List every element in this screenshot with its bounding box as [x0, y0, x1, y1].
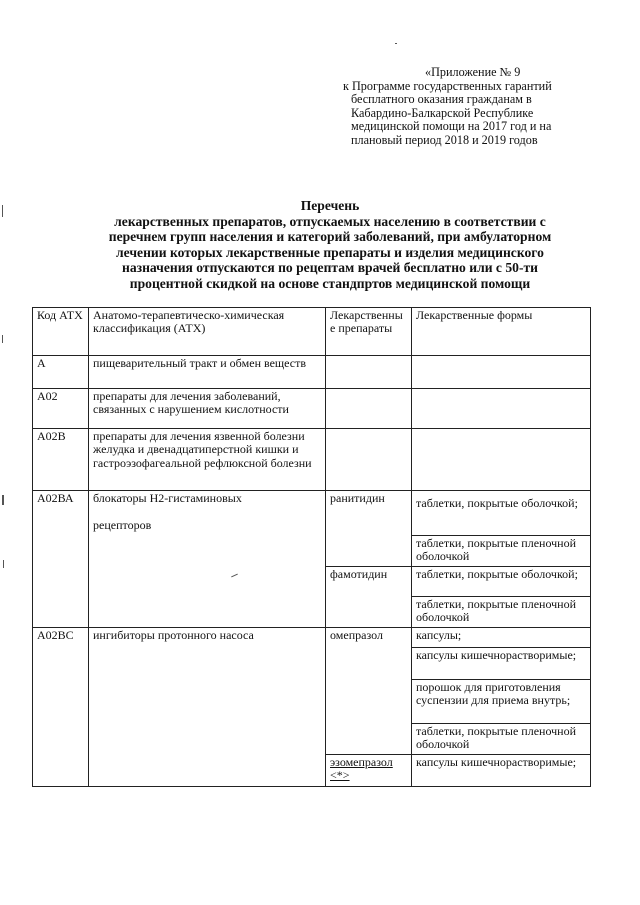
scan-mark	[2, 205, 3, 217]
title-line: перечнем групп населения и категорий заболеваний, при амбулаторном	[108, 229, 552, 245]
drug-form: таблетки, покрытые пленочной оболочкой	[412, 723, 591, 754]
drug-form: таблетки, покрытые оболочкой;	[412, 491, 591, 536]
drug-form: капсулы кишечнорастворимые;	[412, 754, 591, 786]
header-drugs: Лекарственны е препараты	[326, 308, 412, 356]
appendix-header	[343, 66, 613, 148]
table-row	[33, 389, 591, 429]
footnote-link[interactable]: <*>	[330, 767, 350, 782]
drug-name: омепразол	[326, 627, 412, 754]
scan-mark	[3, 560, 4, 568]
drug-name: ранитидин	[326, 491, 412, 567]
title-line: лечении которых лекарственные препараты и изделия медицинского	[116, 244, 544, 260]
appendix-line: Кабардино-Балкарской Республике	[351, 105, 534, 120]
scan-mark	[2, 335, 3, 343]
title-line: назначения отпускаются по рецептам врачей бесплатно или с 50-ти	[121, 260, 538, 276]
drug-name	[326, 754, 412, 786]
table-row	[33, 627, 591, 647]
atc-name: пищеварительный тракт и обмен веществ	[89, 356, 326, 389]
drug-form: капсулы;	[412, 627, 591, 647]
drug-name-text: эзомепразол	[330, 754, 393, 769]
atc-name: ингибиторы протонного насоса	[89, 627, 326, 786]
table-row	[33, 491, 591, 536]
drug-form: порошок для приготовления суспензии для приема внутрь;	[412, 679, 591, 723]
scan-mark	[395, 43, 397, 44]
atc-code: А	[33, 356, 89, 389]
atc-name-line: блокаторы Н2-гистаминовых	[93, 491, 242, 505]
drug-form: таблетки, покрытые пленочной оболочкой	[412, 536, 591, 567]
atc-code: А02ВС	[33, 627, 89, 786]
appendix-line: к Программе государственных гарантий	[343, 78, 552, 93]
drug-list-table	[32, 307, 591, 787]
scan-mark	[2, 495, 4, 505]
atc-name: препараты для лечения заболеваний, связанных с нарушением кислотности	[89, 389, 326, 429]
table-row	[33, 429, 591, 491]
appendix-line: медицинской помощи на 2017 год и на	[351, 119, 552, 134]
title-line: Перечень	[300, 198, 360, 213]
drug-form: таблетки, покрытые оболочкой;	[412, 566, 591, 596]
header-forms: Лекарственные формы	[412, 308, 591, 356]
table-row	[33, 356, 591, 389]
document-title	[60, 198, 600, 292]
appendix-line: «Приложение № 9	[425, 65, 521, 79]
header-code: Код АТХ	[33, 308, 89, 356]
atc-name-line: рецепторов	[93, 518, 152, 533]
appendix-line: плановый период 2018 и 2019 годов	[351, 132, 538, 147]
atc-code: А02В	[33, 429, 89, 491]
atc-code: А02	[33, 389, 89, 429]
drug-form: таблетки, покрытые пленочной оболочкой	[412, 596, 591, 627]
drug-name: фамотидин	[326, 566, 412, 627]
atc-name: препараты для лечения язвенной болезни желудка и двенадцатиперстной кишки и гастроэзофагеальной рефлюксной болезни	[89, 429, 326, 491]
title-line: процентной скидкой на основе стандпртов медицинской помощи	[129, 275, 531, 291]
atc-code: А02ВА	[33, 491, 89, 628]
header-classification: Анатомо-терапевтическо-химическая классификация (АТХ)	[89, 308, 326, 356]
atc-name	[89, 491, 326, 628]
appendix-line: бесплатного оказания гражданам в	[351, 92, 532, 107]
table-header-row	[33, 308, 591, 356]
drug-form: капсулы кишечнорастворимые;	[412, 647, 591, 679]
title-line: лекарственных препаратов, отпускаемых населению в соответствии с	[114, 213, 546, 229]
